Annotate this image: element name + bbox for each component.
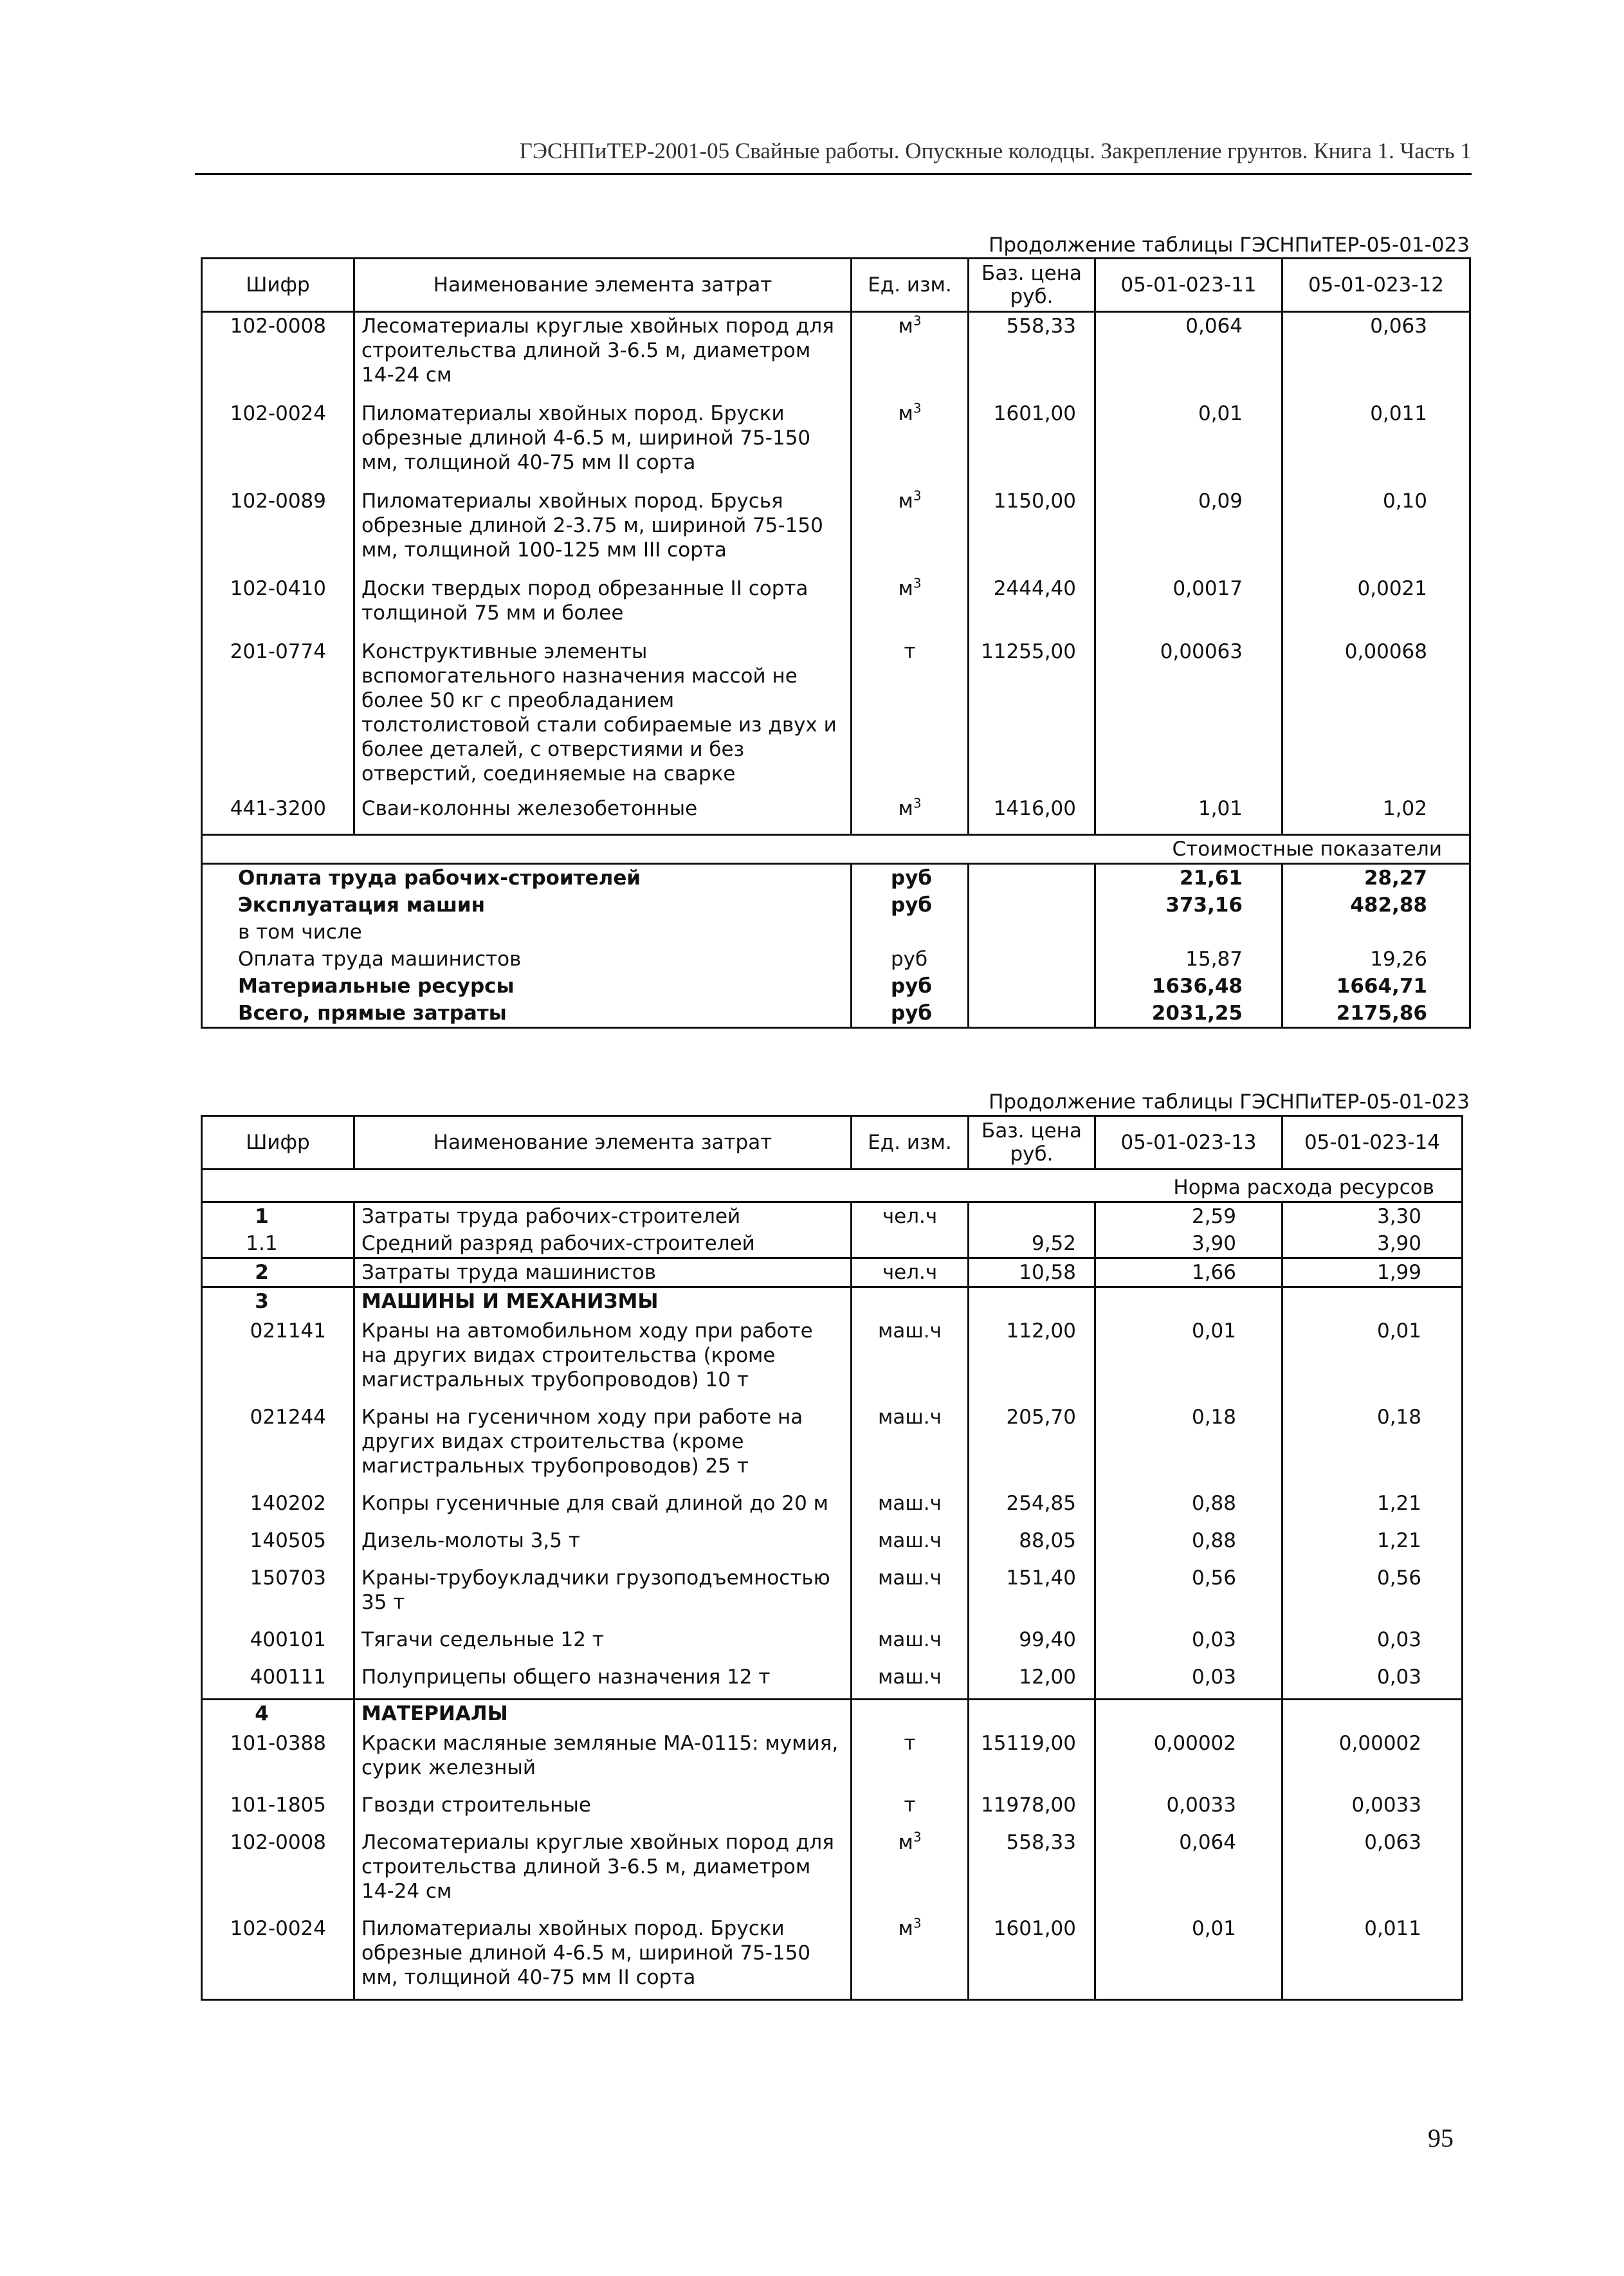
row-norm-b: 3,30 <box>1282 1202 1463 1231</box>
row-name: Полуприцепы общего назначения 12 т <box>354 1661 852 1700</box>
col-name-header: Наименование элемента затрат <box>354 259 852 312</box>
cost-label: Всего, прямые затраты <box>202 1000 852 1028</box>
table-row <box>202 638 1470 795</box>
row-name: Краски масляные земляные МА-0115: мумия, сурик железный <box>354 1727 852 1789</box>
row-unit: маш.ч <box>852 1525 969 1562</box>
row-price: 558,33 <box>969 312 1095 401</box>
row-norm-a: 0,03 <box>1095 1624 1282 1661</box>
row-code: 3 <box>202 1287 354 1316</box>
table-row <box>202 312 1470 401</box>
row-unit: т <box>852 638 969 795</box>
cost-unit: руб <box>852 892 969 919</box>
cost-row <box>202 919 1470 946</box>
cost-value-a: 15,87 <box>1095 946 1282 973</box>
row-name: Гвозди строительные <box>354 1789 852 1826</box>
row-norm-a <box>1095 1700 1282 1728</box>
table1-header-row <box>202 259 1470 312</box>
row-code: 400101 <box>202 1624 354 1661</box>
row-name: Дизель-молоты 3,5 т <box>354 1525 852 1562</box>
cost-unit: руб <box>852 864 969 892</box>
table-row <box>202 1287 1463 1316</box>
cost-price <box>969 1000 1095 1028</box>
row-code: 1.1 <box>202 1230 354 1258</box>
cost-label: Оплата труда машинистов <box>202 946 852 973</box>
row-price: 112,00 <box>969 1315 1095 1401</box>
row-norm-b: 1,21 <box>1282 1487 1463 1525</box>
row-price: 205,70 <box>969 1401 1095 1487</box>
cost-value-b: 1664,71 <box>1282 973 1470 1000</box>
col-unit-header: Ед. изм. <box>852 1116 969 1170</box>
row-price: 10,58 <box>969 1258 1095 1287</box>
row-name: Копры гусеничные для свай длиной до 20 м <box>354 1487 852 1525</box>
cost-label: Оплата труда рабочих-строителей <box>202 864 852 892</box>
row-norm-a: 0,88 <box>1095 1487 1282 1525</box>
cost-value-b: 482,88 <box>1282 892 1470 919</box>
row-norm-b: 0,18 <box>1282 1401 1463 1487</box>
row-price: 558,33 <box>969 1826 1095 1913</box>
cost-unit <box>852 919 969 946</box>
row-unit: маш.ч <box>852 1401 969 1487</box>
row-name: МАТЕРИАЛЫ <box>354 1700 852 1728</box>
row-name: Пиломатериалы хвойных пород. Бруски обрезные длиной 4-6.5 м, шириной 75-150 мм, толщиной 40-75 мм II сорта <box>354 400 852 488</box>
table-row <box>202 1258 1463 1287</box>
row-code: 101-0388 <box>202 1727 354 1789</box>
col-name-header: Наименование элемента затрат <box>354 1116 852 1170</box>
table-row <box>202 1624 1463 1661</box>
row-code: 102-0024 <box>202 1913 354 2000</box>
resource-table-1 <box>201 257 1471 1029</box>
table-row <box>202 1789 1463 1826</box>
cost-row <box>202 973 1470 1000</box>
table-row <box>202 1700 1463 1728</box>
resource-table-2 <box>201 1115 1463 2001</box>
norm-section-label: Норма расхода ресурсов <box>202 1170 1463 1202</box>
row-price: 15119,00 <box>969 1727 1095 1789</box>
table-row <box>202 1661 1463 1700</box>
row-code: 102-0410 <box>202 575 354 638</box>
row-unit: маш.ч <box>852 1315 969 1401</box>
row-name: Средний разряд рабочих-строителей <box>354 1230 852 1258</box>
table-row <box>202 795 1470 835</box>
row-norm-a: 0,18 <box>1095 1401 1282 1487</box>
row-unit: $м^3$ <box>852 575 969 638</box>
running-header: ГЭСНПиТЕР-2001-05 Свайные работы. Опускные колодцы. Закрепление грунтов. Книга 1. Часть 1 <box>519 138 1472 163</box>
row-unit: чел.ч <box>852 1202 969 1231</box>
row-code: 140202 <box>202 1487 354 1525</box>
row-norm-a: 0,01 <box>1095 400 1282 488</box>
cost-value-a: 1636,48 <box>1095 973 1282 1000</box>
cost-value-a: 2031,25 <box>1095 1000 1282 1028</box>
row-norm-b: 3,90 <box>1282 1230 1463 1258</box>
row-norm-a: 3,90 <box>1095 1230 1282 1258</box>
row-price: 1150,00 <box>969 488 1095 575</box>
table-row <box>202 1727 1463 1789</box>
row-norm-b: 0,03 <box>1282 1624 1463 1661</box>
row-norm-b: 0,00068 <box>1282 638 1470 795</box>
row-name: Краны на автомобильном ходу при работе на других видах строительства (кроме магистральных трубопроводов) 10 т <box>354 1315 852 1401</box>
row-norm-a: 0,064 <box>1095 312 1282 401</box>
row-norm-a: 0,0017 <box>1095 575 1282 638</box>
row-name: Конструктивные элементы вспомогательного назначения массой не более 50 кг с преобладанием толстолистовой стали собираемые из двух и более деталей, с отверстиями и без отверстий, соединяемые на сварке <box>354 638 852 795</box>
table-row <box>202 1202 1463 1231</box>
row-code: 021141 <box>202 1315 354 1401</box>
table1-caption: Продолжение таблицы ГЭСНПиТЕР-05-01-023 <box>989 234 1470 257</box>
row-norm-a: 0,03 <box>1095 1661 1282 1700</box>
row-unit: $м^3$ <box>852 1826 969 1913</box>
row-code: 102-0008 <box>202 312 354 401</box>
table-row <box>202 575 1470 638</box>
cost-row <box>202 864 1470 892</box>
row-norm-b: 0,56 <box>1282 1562 1463 1624</box>
table-row <box>202 488 1470 575</box>
cost-row <box>202 892 1470 919</box>
row-norm-a: 0,00063 <box>1095 638 1282 795</box>
row-norm-b: 0,063 <box>1282 312 1470 401</box>
col-norm-b-header: 05-01-023-14 <box>1282 1116 1463 1170</box>
row-name: Лесоматериалы круглые хвойных пород для строительства длиной 3-6.5 м, диаметром 14-24 см <box>354 1826 852 1913</box>
cost-value-b: 2175,86 <box>1282 1000 1470 1028</box>
row-unit: чел.ч <box>852 1258 969 1287</box>
table2-header-row <box>202 1116 1463 1170</box>
cost-section-label: Стоимостные показатели <box>202 835 1470 864</box>
col-code-header: Шифр <box>202 259 354 312</box>
cost-label: Материальные ресурсы <box>202 973 852 1000</box>
row-norm-a: 0,00002 <box>1095 1727 1282 1789</box>
row-unit: т <box>852 1789 969 1826</box>
row-norm-a: 2,59 <box>1095 1202 1282 1231</box>
cost-section-row <box>202 835 1470 864</box>
row-norm-b: 0,011 <box>1282 1913 1463 2000</box>
row-price: 12,00 <box>969 1661 1095 1700</box>
col-price-header: Баз. цена руб. <box>969 1116 1095 1170</box>
row-name: Краны на гусеничном ходу при работе на других видах строительства (кроме магистральных трубопроводов) 25 т <box>354 1401 852 1487</box>
cost-value-a: 21,61 <box>1095 864 1282 892</box>
row-norm-a: 0,88 <box>1095 1525 1282 1562</box>
row-norm-a: 1,66 <box>1095 1258 1282 1287</box>
cost-price <box>969 973 1095 1000</box>
row-price: 1601,00 <box>969 400 1095 488</box>
table-row <box>202 1826 1463 1913</box>
cost-unit: руб <box>852 946 969 973</box>
cost-value-b: 19,26 <box>1282 946 1470 973</box>
table2-caption: Продолжение таблицы ГЭСНПиТЕР-05-01-023 <box>989 1090 1470 1114</box>
table-row <box>202 1562 1463 1624</box>
row-unit: $м^3$ <box>852 1913 969 2000</box>
row-norm-a: 0,01 <box>1095 1913 1282 2000</box>
row-price: 1601,00 <box>969 1913 1095 2000</box>
cost-value-b: 28,27 <box>1282 864 1470 892</box>
row-name: Затраты труда рабочих-строителей <box>354 1202 852 1231</box>
row-norm-b <box>1282 1287 1463 1316</box>
row-norm-b: 0,011 <box>1282 400 1470 488</box>
row-norm-b: 0,00002 <box>1282 1727 1463 1789</box>
row-norm-b: 0,10 <box>1282 488 1470 575</box>
row-price: 88,05 <box>969 1525 1095 1562</box>
cost-label: Эксплуатация машин <box>202 892 852 919</box>
col-norm-a-header: 05-01-023-13 <box>1095 1116 1282 1170</box>
row-name: Краны-трубоукладчики грузоподъемностью 35 т <box>354 1562 852 1624</box>
row-price <box>969 1700 1095 1728</box>
row-code: 101-1805 <box>202 1789 354 1826</box>
row-code: 201-0774 <box>202 638 354 795</box>
row-code: 2 <box>202 1258 354 1287</box>
cost-price <box>969 919 1095 946</box>
row-unit: маш.ч <box>852 1562 969 1624</box>
row-unit: $м^3$ <box>852 312 969 401</box>
row-price: 11978,00 <box>969 1789 1095 1826</box>
cost-row <box>202 1000 1470 1028</box>
row-code: 102-0089 <box>202 488 354 575</box>
row-unit: маш.ч <box>852 1624 969 1661</box>
row-code: 150703 <box>202 1562 354 1624</box>
row-norm-b: 0,0021 <box>1282 575 1470 638</box>
row-price: 254,85 <box>969 1487 1095 1525</box>
row-norm-b: 0,063 <box>1282 1826 1463 1913</box>
table-row <box>202 1315 1463 1401</box>
row-unit: $м^3$ <box>852 488 969 575</box>
row-name: Затраты труда машинистов <box>354 1258 852 1287</box>
table-row <box>202 400 1470 488</box>
row-name: Сваи-колонны железобетонные <box>354 795 852 835</box>
row-norm-b <box>1282 1700 1463 1728</box>
col-norm-b-header: 05-01-023-12 <box>1282 259 1470 312</box>
row-unit <box>852 1287 969 1316</box>
row-code: 441-3200 <box>202 795 354 835</box>
row-price: 1416,00 <box>969 795 1095 835</box>
row-norm-a <box>1095 1287 1282 1316</box>
row-norm-a: 0,56 <box>1095 1562 1282 1624</box>
row-code: 400111 <box>202 1661 354 1700</box>
row-norm-b: 0,01 <box>1282 1315 1463 1401</box>
cost-label: в том числе <box>202 919 852 946</box>
row-name: Пиломатериалы хвойных пород. Брусья обрезные длиной 2-3.75 м, шириной 75-150 мм, толщиной 100-125 мм III сорта <box>354 488 852 575</box>
table-row <box>202 1401 1463 1487</box>
row-code: 140505 <box>202 1525 354 1562</box>
row-price: 99,40 <box>969 1624 1095 1661</box>
row-name: Доски твердых пород обрезанные II сорта толщиной 75 мм и более <box>354 575 852 638</box>
row-unit: маш.ч <box>852 1661 969 1700</box>
cost-row <box>202 946 1470 973</box>
row-code: 102-0008 <box>202 1826 354 1913</box>
row-name: Лесоматериалы круглые хвойных пород для строительства длиной 3-6.5 м, диаметром 14-24 см <box>354 312 852 401</box>
row-price: 151,40 <box>969 1562 1095 1624</box>
row-norm-b: 0,0033 <box>1282 1789 1463 1826</box>
row-norm-a: 1,01 <box>1095 795 1282 835</box>
row-price <box>969 1287 1095 1316</box>
row-norm-b: 0,03 <box>1282 1661 1463 1700</box>
table-row <box>202 1913 1463 2000</box>
table-row <box>202 1487 1463 1525</box>
row-norm-a: 0,01 <box>1095 1315 1282 1401</box>
row-price <box>969 1202 1095 1231</box>
row-price: 2444,40 <box>969 575 1095 638</box>
row-code: 102-0024 <box>202 400 354 488</box>
row-name: МАШИНЫ И МЕХАНИЗМЫ <box>354 1287 852 1316</box>
row-unit <box>852 1230 969 1258</box>
row-norm-b: 1,99 <box>1282 1258 1463 1287</box>
row-unit: $м^3$ <box>852 400 969 488</box>
row-price: 9,52 <box>969 1230 1095 1258</box>
cost-value-b <box>1282 919 1470 946</box>
page-number: 95 <box>1428 2124 1454 2152</box>
col-unit-header: Ед. изм. <box>852 259 969 312</box>
row-norm-a: 0,064 <box>1095 1826 1282 1913</box>
row-name: Тягачи седельные 12 т <box>354 1624 852 1661</box>
row-norm-a: 0,09 <box>1095 488 1282 575</box>
row-unit: маш.ч <box>852 1487 969 1525</box>
row-name: Пиломатериалы хвойных пород. Бруски обрезные длиной 4-6.5 м, шириной 75-150 мм, толщиной 40-75 мм II сорта <box>354 1913 852 2000</box>
row-unit: т <box>852 1727 969 1789</box>
row-unit <box>852 1700 969 1728</box>
row-price: 11255,00 <box>969 638 1095 795</box>
cost-unit: руб <box>852 1000 969 1028</box>
row-code: 1 <box>202 1202 354 1231</box>
cost-price <box>969 864 1095 892</box>
cost-value-a: 373,16 <box>1095 892 1282 919</box>
col-code-header: Шифр <box>202 1116 354 1170</box>
norm-section-row <box>202 1170 1463 1202</box>
row-norm-a: 0,0033 <box>1095 1789 1282 1826</box>
row-norm-b: 1,02 <box>1282 795 1470 835</box>
row-code: 021244 <box>202 1401 354 1487</box>
cost-unit: руб <box>852 973 969 1000</box>
row-code: 4 <box>202 1700 354 1728</box>
table-row <box>202 1230 1463 1258</box>
col-norm-a-header: 05-01-023-11 <box>1095 259 1282 312</box>
cost-price <box>969 892 1095 919</box>
cost-price <box>969 946 1095 973</box>
col-price-header: Баз. цена руб. <box>969 259 1095 312</box>
table1-body <box>202 312 1470 1028</box>
header-rule <box>195 173 1472 175</box>
cost-value-a <box>1095 919 1282 946</box>
table-row <box>202 1525 1463 1562</box>
table2-body <box>202 1170 1463 2000</box>
row-unit: $м^3$ <box>852 795 969 835</box>
row-norm-b: 1,21 <box>1282 1525 1463 1562</box>
